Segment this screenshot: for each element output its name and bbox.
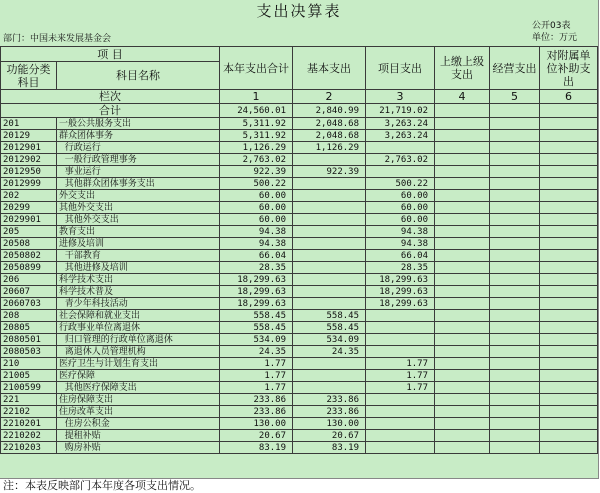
row-code: 2060703 [1,298,57,310]
row-col1: 233.86 [220,394,293,406]
row-col2: 1,126.29 [293,142,366,154]
row-col3 [366,346,435,358]
row-code: 2080503 [1,346,57,358]
row-code: 2012950 [1,166,57,178]
row-col6 [540,142,598,154]
row-col6 [540,334,598,346]
row-col6 [540,214,598,226]
row-col2: 83.19 [293,442,366,454]
row-col4 [435,334,490,346]
row-col5 [490,250,540,262]
row-col2: 922.39 [293,166,366,178]
row-code: 20508 [1,238,57,250]
row-name: 其他外交支出 [57,202,220,214]
row-col1: 1.77 [220,382,293,394]
row-col1: 233.86 [220,406,293,418]
row-col4 [435,370,490,382]
row-col1: 18,299.63 [220,274,293,286]
row-col4 [435,214,490,226]
row-name: 青少年科技活动 [57,298,220,310]
row-name: 归口管理的行政单位离退休 [57,334,220,346]
row-col2 [293,298,366,310]
row-col4 [435,202,490,214]
total-col6 [540,104,598,118]
row-name: 行政运行 [57,142,220,154]
row-col1: 558.45 [220,310,293,322]
total-col2: 2,840.99 [293,104,366,118]
row-col2 [293,178,366,190]
row-name: 科学技术普及 [57,286,220,298]
header-col3: 项目支出 [366,47,435,90]
row-code: 2012902 [1,154,57,166]
table-row [1,202,598,214]
row-name: 其他进修及培训 [57,262,220,274]
row-col5 [490,178,540,190]
row-col5 [490,130,540,142]
row-name: 购房补贴 [57,442,220,454]
unit-label: 单位：万元 [532,33,578,43]
lanci-1: 1 [220,90,293,104]
row-col3: 94.38 [366,238,435,250]
row-col1: 130.00 [220,418,293,430]
row-col2 [293,286,366,298]
total-label: 合计 [1,104,220,118]
row-name: 干部教育 [57,250,220,262]
row-col4 [435,286,490,298]
row-col6 [540,190,598,202]
row-name: 科学技术支出 [57,274,220,286]
table-row [1,178,598,190]
row-col2 [293,274,366,286]
row-col6 [540,406,598,418]
row-col1: 1.77 [220,358,293,370]
page-title: 支出决算表 [256,2,342,20]
row-code: 2080501 [1,334,57,346]
row-col2: 2,048.68 [293,118,366,130]
row-col5 [490,310,540,322]
header-col1: 本年支出合计 [220,47,293,90]
table-row [1,142,598,154]
row-col2 [293,382,366,394]
row-col5 [490,202,540,214]
row-name: 一般行政管理事务 [57,154,220,166]
row-col4 [435,442,490,454]
table-row [1,442,598,454]
row-col1: 20.67 [220,430,293,442]
row-col5 [490,142,540,154]
row-col3: 3,263.24 [366,130,435,142]
header-col5: 经营支出 [490,47,540,90]
row-name: 住房公积金 [57,418,220,430]
row-col1: 28.35 [220,262,293,274]
table-row [1,286,598,298]
table-row [1,214,598,226]
row-code: 2012999 [1,178,57,190]
row-col1: 60.00 [220,202,293,214]
lanci-label: 栏次 [1,90,220,104]
row-col6 [540,286,598,298]
row-col4 [435,250,490,262]
row-code: 20129 [1,130,57,142]
table-row [1,130,598,142]
row-col4 [435,118,490,130]
row-name: 离退休人员管理机构 [57,346,220,358]
row-col6 [540,250,598,262]
row-col1: 500.22 [220,178,293,190]
row-code: 221 [1,394,57,406]
row-col2 [293,190,366,202]
row-code: 205 [1,226,57,238]
row-col5 [490,430,540,442]
row-col3 [366,442,435,454]
row-col6 [540,202,598,214]
row-code: 208 [1,310,57,322]
row-col4 [435,130,490,142]
row-col4 [435,298,490,310]
row-col4 [435,154,490,166]
row-col3 [366,418,435,430]
lanci-4: 4 [435,90,490,104]
row-col1: 18,299.63 [220,298,293,310]
row-name: 行政事业单位离退休 [57,322,220,334]
total-col3: 21,719.02 [366,104,435,118]
row-name: 其他医疗保障支出 [57,382,220,394]
row-col3: 18,299.63 [366,286,435,298]
row-col6 [540,262,598,274]
department-label: 部门：中国未来发展基金会 [3,34,112,44]
row-col5 [490,370,540,382]
row-code: 2100599 [1,382,57,394]
row-col2 [293,226,366,238]
row-col2 [293,154,366,166]
row-col4 [435,430,490,442]
total-col4 [435,104,490,118]
row-name: 住房保障支出 [57,394,220,406]
row-col6 [540,154,598,166]
row-col6 [540,274,598,286]
row-code: 20299 [1,202,57,214]
row-col3: 66.04 [366,250,435,262]
row-col1: 94.38 [220,226,293,238]
row-col3 [366,322,435,334]
row-col6 [540,394,598,406]
row-col4 [435,346,490,358]
row-col3: 18,299.63 [366,274,435,286]
row-col1: 94.38 [220,238,293,250]
row-col6 [540,346,598,358]
row-col5 [490,442,540,454]
table-row [1,298,598,310]
row-code: 2012901 [1,142,57,154]
row-col1: 60.00 [220,190,293,202]
header-category: 功能分类科目 [1,62,57,90]
table-row [1,418,598,430]
expenditure-table [0,46,598,454]
row-col3: 1.77 [366,370,435,382]
row-col4 [435,310,490,322]
row-col5 [490,406,540,418]
row-name: 外交支出 [57,190,220,202]
row-col6 [540,322,598,334]
row-col6 [540,382,598,394]
lanci-6: 6 [540,90,598,104]
table-row [1,406,598,418]
row-code: 20805 [1,322,57,334]
row-col5 [490,118,540,130]
table-row [1,346,598,358]
row-col3: 28.35 [366,262,435,274]
row-col4 [435,394,490,406]
row-col1: 5,311.92 [220,130,293,142]
row-col2: 2,048.68 [293,130,366,142]
table-row [1,322,598,334]
row-col4 [435,382,490,394]
lanci-2: 2 [293,90,366,104]
row-col2 [293,358,366,370]
row-col2: 558.45 [293,322,366,334]
row-code: 201 [1,118,57,130]
row-col6 [540,430,598,442]
row-name: 提租补贴 [57,430,220,442]
row-col5 [490,358,540,370]
row-col6 [540,178,598,190]
row-col3 [366,166,435,178]
row-col4 [435,358,490,370]
row-col1: 5,311.92 [220,118,293,130]
row-name: 社会保障和就业支出 [57,310,220,322]
row-code: 22102 [1,406,57,418]
row-code: 206 [1,274,57,286]
table-row [1,118,598,130]
row-name: 群众团体事务 [57,130,220,142]
row-col3: 3,263.24 [366,118,435,130]
row-col2 [293,250,366,262]
row-col4 [435,262,490,274]
table-row [1,430,598,442]
row-col3: 60.00 [366,202,435,214]
row-col6 [540,358,598,370]
row-col5 [490,298,540,310]
row-code: 2210202 [1,430,57,442]
row-col1: 1.77 [220,370,293,382]
row-col3 [366,394,435,406]
lanci-3: 3 [366,90,435,104]
row-col5 [490,322,540,334]
row-col1: 2,763.02 [220,154,293,166]
table-row [1,310,598,322]
table-row [1,358,598,370]
table-row [1,394,598,406]
row-col3 [366,310,435,322]
row-col2 [293,238,366,250]
row-name: 教育支出 [57,226,220,238]
row-code: 20607 [1,286,57,298]
row-col1: 1,126.29 [220,142,293,154]
header-name: 科目名称 [57,62,220,90]
row-col4 [435,322,490,334]
row-col6 [540,442,598,454]
table-row [1,274,598,286]
footnote: 注：本表反映部门本年度各项支出情况。 [3,479,201,492]
table-row [1,166,598,178]
row-col5 [490,190,540,202]
table-row [1,370,598,382]
row-col1: 24.35 [220,346,293,358]
row-col5 [490,334,540,346]
row-col3: 1.77 [366,358,435,370]
row-col6 [540,370,598,382]
row-col5 [490,382,540,394]
table-row [1,382,598,394]
table-row [1,250,598,262]
row-code: 210 [1,358,57,370]
row-name: 住房改革支出 [57,406,220,418]
row-col6 [540,130,598,142]
row-col3 [366,142,435,154]
row-col2: 24.35 [293,346,366,358]
row-col1: 922.39 [220,166,293,178]
row-col2: 233.86 [293,406,366,418]
row-name: 其他群众团体事务支出 [57,178,220,190]
lanci-5: 5 [490,90,540,104]
row-col6 [540,226,598,238]
total-col5 [490,104,540,118]
row-name: 其他外交支出 [57,214,220,226]
row-col4 [435,406,490,418]
row-col5 [490,154,540,166]
header-col2: 基本支出 [293,47,366,90]
row-name: 一般公共服务支出 [57,118,220,130]
row-col1: 534.09 [220,334,293,346]
row-col2 [293,214,366,226]
table-row [1,334,598,346]
row-col1: 18,299.63 [220,286,293,298]
row-col3 [366,430,435,442]
row-name: 进修及培训 [57,238,220,250]
row-col5 [490,346,540,358]
row-col5 [490,274,540,286]
row-col1: 83.19 [220,442,293,454]
row-col1: 60.00 [220,214,293,226]
row-col5 [490,226,540,238]
row-col4 [435,418,490,430]
header-col4: 上缴上级支出 [435,47,490,90]
row-code: 21005 [1,370,57,382]
row-col3 [366,334,435,346]
row-col2: 233.86 [293,394,366,406]
row-code: 2029901 [1,214,57,226]
row-col2 [293,202,366,214]
table-row [1,154,598,166]
row-name: 事业运行 [57,166,220,178]
table-row [1,262,598,274]
row-col3: 18,299.63 [366,298,435,310]
row-col6 [540,166,598,178]
row-col4 [435,166,490,178]
row-col2 [293,262,366,274]
row-col5 [490,214,540,226]
row-col5 [490,418,540,430]
table-row [1,190,598,202]
row-col3: 1.77 [366,382,435,394]
row-col4 [435,274,490,286]
row-col3: 500.22 [366,178,435,190]
row-col5 [490,166,540,178]
row-col3: 2,763.02 [366,154,435,166]
row-col2: 558.45 [293,310,366,322]
row-col6 [540,118,598,130]
row-name: 医疗卫生与计划生育支出 [57,358,220,370]
row-col5 [490,238,540,250]
row-code: 202 [1,190,57,202]
form-number: 公开03表 [532,21,571,31]
row-col3: 94.38 [366,226,435,238]
row-name: 医疗保障 [57,370,220,382]
row-col3: 60.00 [366,190,435,202]
header-col6: 对附属单位补助支出 [540,47,598,90]
row-code: 2050802 [1,250,57,262]
row-col2: 20.67 [293,430,366,442]
row-code: 2210201 [1,418,57,430]
table-row [1,238,598,250]
row-col3 [366,406,435,418]
row-col5 [490,262,540,274]
row-col6 [540,418,598,430]
row-col1: 66.04 [220,250,293,262]
row-col2 [293,370,366,382]
row-col4 [435,226,490,238]
row-col6 [540,298,598,310]
row-col4 [435,178,490,190]
table-row [1,226,598,238]
row-col4 [435,238,490,250]
row-code: 2050899 [1,262,57,274]
row-col4 [435,142,490,154]
row-col4 [435,190,490,202]
row-col6 [540,238,598,250]
row-col2: 130.00 [293,418,366,430]
row-code: 2210203 [1,442,57,454]
row-col1: 558.45 [220,322,293,334]
row-col5 [490,286,540,298]
row-col3: 60.00 [366,214,435,226]
row-col6 [540,310,598,322]
header-xiangmu: 项 目 [1,47,220,62]
row-col5 [490,394,540,406]
total-col1: 24,560.01 [220,104,293,118]
row-col2: 534.09 [293,334,366,346]
